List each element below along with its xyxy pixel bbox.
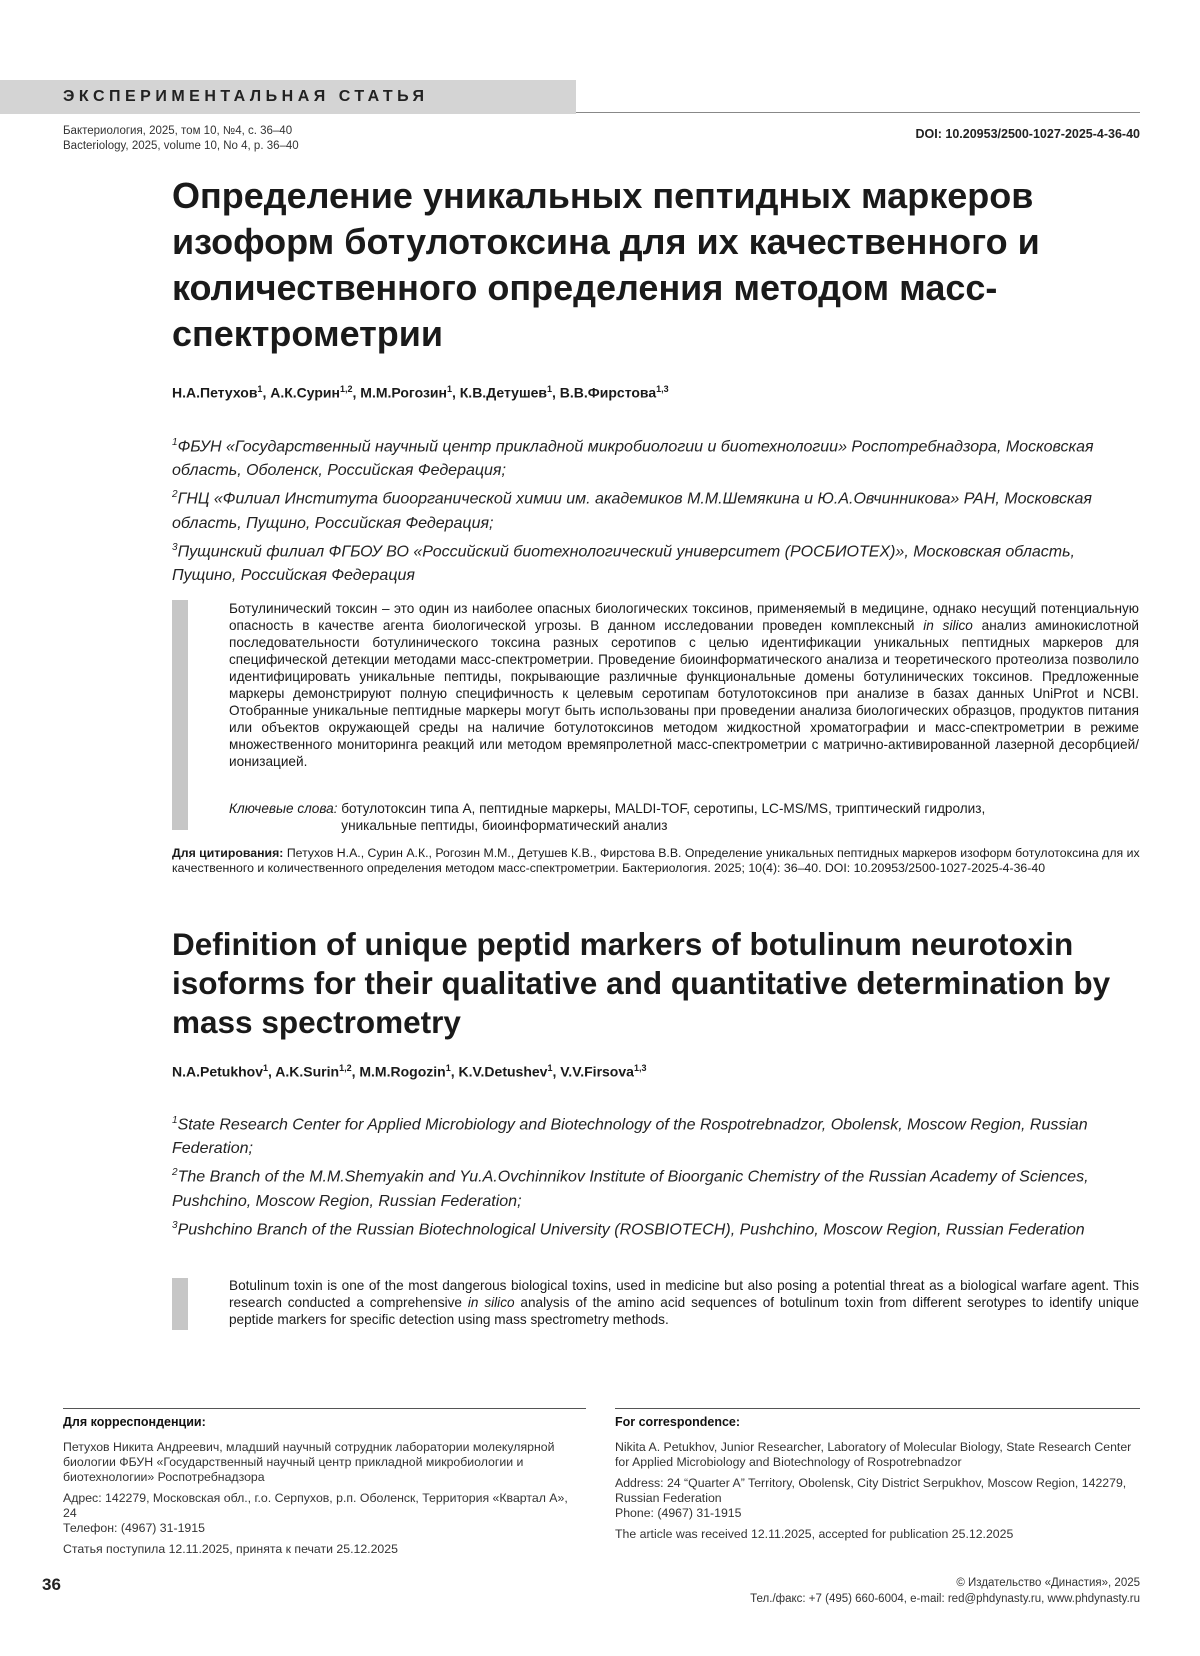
author-sup: 1,3 [633,1063,647,1073]
correspondence-heading: For correspondence: [615,1415,741,1429]
author-name: А.К.Сурин [270,384,340,401]
keywords-text: ботулотоксин типа А, пептидные маркеры, MALDI-TOF, серотипы, LC-MS/MS, триптический гидролиз, уникальные пептиды, биоинформатический анализ [341,801,986,833]
author-sup: 1 [263,1063,269,1073]
cite-label: Для цитирования: [172,846,284,860]
doi[interactable]: DOI: 10.20953/2500-1027-2025-4-36-40 [915,127,1140,141]
affiliation-text: Pushchino Branch of the Russian Biotechnological University (ROSBIOTECH), Pushchino, Moscow Region, Russian Federation [177,1220,1085,1238]
section-label: ЭКСПЕРИМЕНТАЛЬНАЯ СТАТЬЯ [63,88,429,105]
publisher-contacts: Тел./факс: +7 (495) 660-6004, e-mail: red@phdynasty.ru, www.phdynasty.ru [750,1593,1140,1605]
abstract-text: analysis of the amino acid sequences of botulinum toxin from different serotypes to identify unique peptide markers for specific detection using mass spectrometry methods. [229,1295,1139,1327]
cite-text: Петухов Н.А., Сурин А.К., Рогозин М.М., Детушев К.В., Фирстова В.В. Определение уникальных пептидных маркеров изоформ ботулотоксина для их качественного и количественного определения методом масс-спектрометрии. Бактериология. 2025; 10(4): 36–40. DOI: 10.20953/2500-1027-2025-4-36-40 [172,846,1140,875]
author-sup: 1 [547,384,553,394]
abstract-italic: in silico [923,618,973,633]
header-rule [576,112,1140,113]
correspondence-rule-en [615,1408,1140,1409]
affiliation-text: State Research Center for Applied Microbiology and Biotechnology of the Rospotrebnadzor, Obolensk, Moscow Region, Russian Federation; [172,1116,1088,1158]
affiliations-en [172,1109,1132,1242]
author-sup: 1,3 [656,384,669,394]
affiliation [172,431,1132,483]
journal-citation-en: Bacteriology, 2025, volume 10, No 4, p. 36–40 [63,140,299,152]
author-name: Н.А.Петухов [172,384,258,401]
affiliations-ru [172,431,1132,588]
author-name: В.В.Фирстова [559,384,657,401]
correspondence-address: Address: 24 “Quarter A” Territory, Obolensk, City District Serpukhov, Moscow Region, 142279, Russian Federation [615,1476,1127,1505]
abstract-italic: in silico [467,1295,515,1310]
author-sup: 1 [257,384,263,394]
affiliation-text: ГНЦ «Филиал Института биоорганической химии им. академиков М.М.Шемякина и Ю.А.Овчинникова» РАН, Московская область, Пущино, Российская Федерация; [172,490,1092,532]
affiliation-sup: 1 [172,1115,178,1126]
abstract-en [229,1277,1139,1328]
affiliation-text: ФБУН «Государственный научный центр прикладной микробиологии и биотехнологии» Роспотребнадзора, Московская область, Оболенск, Российская Федерация; [172,438,1094,480]
author-name: K.V.Detushev [458,1063,548,1080]
correspondence-phone: Phone: (4967) 31-1915 [615,1506,742,1520]
affiliation-text: Пущинский филиал ФГБОУ ВО «Российский биотехнологический университет (РОСБИОТЕХ)», Московская область, Пущино, Российская Федерация [172,542,1075,584]
journal-citation-ru: Бактериология, 2025, том 10, №4, с. 36–40 [63,125,293,137]
abstract-text: анализ аминокислотной последовательности ботулинического токсина разных серотипов с целью идентификации уникальных пептидных маркеров для специфической детекции методами масс-спектрометрии. Проведение биоинформатического анализа и теоретического протеолиза позволило идентифицировать уникальные пептиды, покрывающие различные функциональные домены ботулинических токсинов. Предложенные маркеры демонстрируют полную специфичность к целевым серотипам ботулотоксинов при анализе в базах данных UniProt и NCBI. Отобранные уникальные пептидные маркеры могут быть использованы при проведении анализа биологических образцов, продуктов питания или объектов окружающей среды на наличие ботулотоксинов методом жидкостной хроматографии и масс-спектрометрии в режиме множественного мониторинга реакций или методом времяпролетной масс-спектрометрии с матрично-активированной лазерной десорбцией/ионизацией. [229,618,1139,769]
affiliation [172,1161,1132,1213]
author-sup: 1 [446,384,452,394]
affiliation [172,1214,1132,1242]
received-date: The article was received 12.11.2025, accepted for publication 25.12.2025 [615,1527,1014,1541]
correspondence-heading: Для корреспонденции: [63,1415,206,1429]
publisher-copyright: © Издательство «Династия», 2025 [956,1577,1140,1589]
abstract-bar-en [172,1278,188,1330]
authors-en: N.A.Petukhov$^1$, A.K.Surin$^{1,2}$, M.M.Rogozin$^1$, K.V.Detushev$^1$, V.V.Firsova$^{1,3}$ [172,1063,647,1080]
affiliation [172,1109,1132,1161]
affiliation [172,536,1132,588]
correspondence-ru [63,1415,583,1563]
author-name: M.M.Rogozin [359,1063,446,1080]
correspondence-person: Nikita A. Petukhov, Junior Researcher, Laboratory of Molecular Biology, State Research Center for Applied Microbiology and Biotechnology of Rospotrebnadzor [615,1440,1132,1469]
author-name: N.A.Petukhov [172,1063,264,1080]
abstract-text: Botulinum toxin is one of the most dangerous biological toxins, used in medicine but also posing a potential threat as a biological warfare agent. This research conducted a comprehensive [229,1278,1139,1310]
abstract-bar-ru [172,600,188,830]
author-name: К.В.Детушев [459,384,547,401]
correspondence-en [615,1415,1135,1548]
received-date: Статья поступила 12.11.2025, принята к печати 25.12.2025 [63,1542,398,1556]
correspondence-address: Адрес: 142279, Московская обл., г.о. Серпухов, р.п. Оболенск, Территория «Квартал А», 24 [63,1491,568,1520]
affiliation-sup: 3 [172,1219,178,1231]
affiliation-sup: 3 [172,541,178,553]
correspondence-person: Петухов Никита Андреевич, младший научный сотрудник лаборатории молекулярной биологии ФБУН «Государственный научный центр прикладной микробиологии и биотехнологии» Роспотребнадзора [63,1440,555,1484]
author-sup: 1 [547,1063,553,1073]
author-sup: 1,2 [339,384,353,394]
affiliation-sup: 2 [172,489,178,501]
correspondence-phone: Телефон: (4967) 31-1915 [63,1521,205,1535]
author-name: М.М.Рогозин [360,384,447,401]
abstract-ru [229,600,1139,770]
affiliation-sup: 2 [172,1167,178,1179]
affiliation-text: The Branch of the M.M.Shemyakin and Yu.A.Ovchinnikov Institute of Bioorganic Chemistry of the Russian Academy of Sciences, Pushchino, Moscow Region, Russian Federation; [172,1168,1089,1210]
affiliation [172,483,1132,535]
abstract-text: Ботулинический токсин – это один из наиболее опасных биологических токсинов, применяемый в медицине, однако несущий потенциальную опасность в качестве агента биологической угрозы. В данном исследовании проведен комплексный [229,601,1139,633]
keywords-label: Ключевые слова: [229,801,338,816]
author-sup: 1,2 [339,1063,352,1073]
title-ru: Определение уникальных пептидных маркеров изоформ ботулотоксина для их качественного и количественного определения методом масс-спектрометрии [172,175,1040,354]
authors-ru: Н.А.Петухов$^1$, А.К.Сурин$^{1,2}$, М.М.Рогозин$^1$, К.В.Детушев$^1$, В.В.Фирстова$^{1,3}$ [172,384,669,401]
author-name: V.V.Firsova [560,1063,634,1080]
correspondence-rule-ru [63,1408,586,1409]
title-en: Definition of unique peptid markers of botulinum neurotoxin isoforms for their qualitative and quantitative determination by mass spectrometry [172,926,1111,1040]
keywords-ru [229,800,1139,834]
citation-block [172,846,1140,876]
author-name: A.K.Surin [275,1063,340,1080]
page-number: 36 [42,1575,61,1594]
author-sup: 1 [445,1063,451,1073]
affiliation-sup: 1 [172,437,178,448]
